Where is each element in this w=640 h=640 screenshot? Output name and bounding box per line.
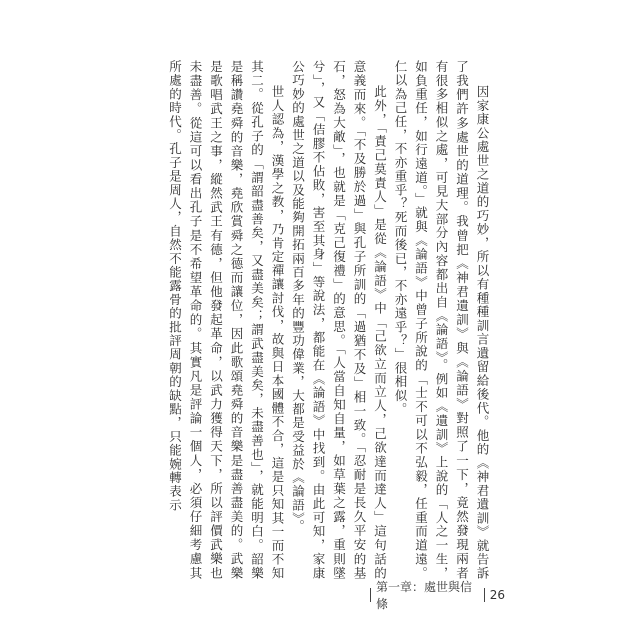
paragraph: 此外，「責己莫責人」是從《論語》中「己欲立而立人，己欲達而達人」這句話的意義而來。「不及勝於過」與孔子所訓的「過猶不及」相一致。「忍耐是長久平安的基石，怒為大敵」，也就是「克己復禮」的意思。「人當自知自量，如草葉之露，重則墜兮」，又「佶膠不佔敗，害至其身」等說法，都能在《論語》中找到。由此可知，家康公巧妙的處世之道以及能夠開拓兩百多年的豐功偉業，大都是受益於《論語》。 [290,60,388,580]
paragraph: 世人認為，漢學之教，乃肯定禪讓討伐，故與日本國體不合，這是只知其一而不知其二。從孔子的「謂韶盡善矣，又盡美矣；謂武盡美矣，未盡善也」，就能明白。韶樂是稱讚堯舜的音樂，堯欣賞舜之德而讓位，因此歌頌堯舜的音樂是盡善盡美的。武樂是歌唱武王之事，縱然武王有德，但他發起革命，以武力獲得天下，所以評價武樂也未盡善。從這可以看出孔子是不希望革命的。其實凡是評論一個人，必須仔細考慮其所處的時代。孔子是周人，自然不能露骨的批評周朝的缺點，只能婉轉表示 [167,60,285,580]
paragraph: 因家康公處世之道的巧妙，所以有種種訓言遺留給後代。他的《神君遺訓》就告訴了我們許多處世的道理。我曾把《神君遺訓》與《論語》對照了一下，竟然發現兩者有很多相似之處，可見大部分內容都出自《論語》。例如《遺訓》上說的「人之一生，如負重任，如行遠道。」就與《論語》中曾子所說的「士不可以不弘毅，任重而道遠。仁以為己任，不亦重乎？死而後已，不亦遠乎？」很相似。 [393,60,490,580]
footer-divider-left [370,588,371,602]
footer-divider-right [484,588,485,602]
page-number: 26 [489,588,505,602]
body-text [150,60,492,580]
page-footer [365,580,505,611]
chapter-title: 第一章：處世與信條 [375,580,472,611]
